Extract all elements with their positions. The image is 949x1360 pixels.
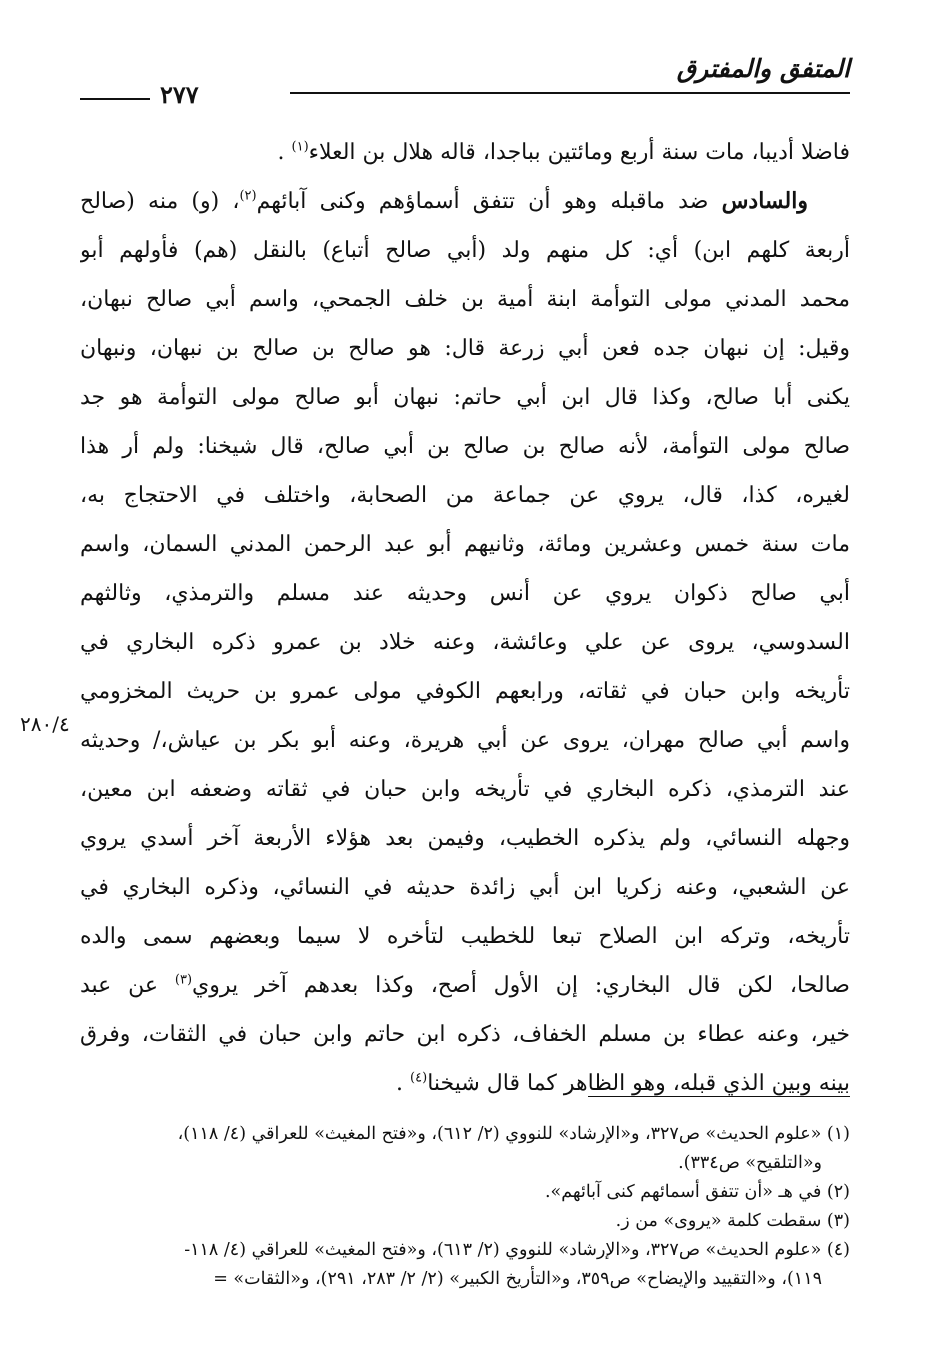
text-line: أربعة كلهم ابن) أي: كل منهم ولد (أبي صالح أتباع) بالنقل (هم) فأولهم أبو bbox=[80, 238, 850, 263]
page-header bbox=[80, 48, 850, 108]
text-line: صالحا، لكن قال البخاري: إن الأول أصح، وكذا بعدهم آخر يروي$^{(٣)}$ عن عبد bbox=[80, 972, 850, 998]
footnotes bbox=[80, 1120, 850, 1294]
text-line: عن الشعبي، وعنه زكريا ابن أبي زائدة حديثه في النسائي، وذكره البخاري في bbox=[80, 875, 850, 900]
text-line: صالح مولى التوأمة، لأنه صالح بن صالح بن أبي صالح، قال شيخنا: ولم أر هذا bbox=[80, 434, 850, 459]
text-line: تأريخه وابن حبان في ثقاته، ورابعهم الكوفي مولى عمرو بن حريث المخزومي bbox=[80, 679, 850, 704]
text-line: أبي صالح ذكوان يروي عن أنس وحديثه عند مسلم والترمذي، وثالثهم bbox=[80, 581, 850, 606]
book-title: المتفق والمفترق bbox=[676, 54, 850, 83]
paragraph-1 bbox=[80, 128, 850, 177]
text-line: لغيره، كذا، قال، يروي عن جماعة من الصحابة، واختلف في الاحتجاج به، bbox=[80, 483, 850, 508]
text-line: بينه وبين الذي قبله، وهو الظاهر كما قال شيخنا$^{(٤)}$ . bbox=[396, 1070, 850, 1096]
footnote-3: (٣) سقطت كلمة «يروى» من ز. bbox=[615, 1211, 850, 1231]
text-line: والسادس ضد ماقبله وهو أن تتفق أسماؤهم وكنى آبائهم$^{(٢)}$، (و) منه (صالح bbox=[80, 188, 808, 214]
footnote-1-continued: و«التلقيح» ص٣٣٤). bbox=[678, 1153, 822, 1173]
margin-reference: ٢٨٠/٤ bbox=[20, 712, 70, 736]
text-line: عند الترمذي، ذكره البخاري في تأريخه وابن حبان في ثقاته وضعفه ابن معين، bbox=[80, 777, 850, 802]
text-line: فاضلا أديبا، مات سنة أربع ومائتين بباجدا، قاله هلال بن العلاء$^{(١)}$ . bbox=[277, 139, 850, 165]
footnote-2: (٢) في هـ «أن تتفق أسمائهم كنى آبائهم». bbox=[544, 1182, 850, 1202]
text-line: تأريخه، وتركه ابن الصلاح تبعا للخطيب لتأخره لا سيما وبعضهم سمى والده bbox=[80, 924, 850, 949]
header-rule bbox=[290, 92, 850, 94]
body-text bbox=[80, 128, 850, 1108]
paragraph-2 bbox=[80, 177, 850, 1108]
footnote-1: (١) «علوم الحديث» ص٣٢٧، و«الإرشاد» للنووي (٢/ ٦١٢)، و«فتح المغيث» للعراقي (٤/ ١١٨)، bbox=[177, 1124, 850, 1144]
text-line: مات سنة خمس وعشرين ومائة، وثانيهم أبو عبد الرحمن المدني السمان، واسم bbox=[80, 532, 850, 557]
text-line: خير، وعنه عطاء بن مسلم الخفاف، ذكره ابن حاتم وابن حبان في الثقات، وفرق bbox=[80, 1022, 850, 1047]
text-line: يكنى أبا صالح، وكذا قال ابن أبي حاتم: نبهان أبو صالح مولى التوأمة هو جد bbox=[80, 385, 850, 410]
text-line: واسم أبي صالح مهران، يروى عن أبي هريرة، وعنه أبو بكر بن عياش،/ وحديثه bbox=[80, 728, 850, 753]
footnote-ref: (٣) bbox=[174, 972, 193, 988]
text-line: السدوسي، يروى عن علي وعائشة، وعنه خلاد بن عمرو ذكره البخاري في bbox=[80, 630, 850, 655]
text-line: وجهله النسائي، ولم يذكره الخطيب، وفيمن بعد هؤلاء الأربعة آخر أسدي يروي bbox=[80, 826, 850, 851]
footnote-separator bbox=[588, 1096, 850, 1097]
text-line: وقيل: إن نبهان جده فعن أبي زرعة قال: هو صالح بن صالح بن نبهان، ونبهان bbox=[80, 336, 850, 361]
page-number: ٢٧٧ bbox=[160, 80, 199, 109]
footnote-4: (٤) «علوم الحديث» ص٣٢٧، و«الإرشاد» للنووي (٢/ ٦١٣)، و«فتح المغيث» للعراقي (٤/ ١١٨- bbox=[184, 1240, 850, 1260]
footnote-ref: (١) bbox=[291, 139, 309, 155]
footnote-ref: (٤) bbox=[410, 1070, 428, 1086]
text-line: محمد المدني مولى التوأمة ابنة أمية بن خلف الجمحي، واسم أبي صالح نبهان، bbox=[80, 287, 850, 312]
footnote-ref: (٢) bbox=[239, 188, 257, 204]
section-heading: والسادس bbox=[721, 188, 808, 214]
header-left-rule bbox=[80, 98, 150, 100]
footnote-4-continued: ١١٩)، و«التقييد والإيضاح» ص٣٥٩، و«التأريخ الكبير» (٢/ ٢/ ٢٨٣، ٢٩١)، و«الثقات» = bbox=[213, 1269, 822, 1289]
